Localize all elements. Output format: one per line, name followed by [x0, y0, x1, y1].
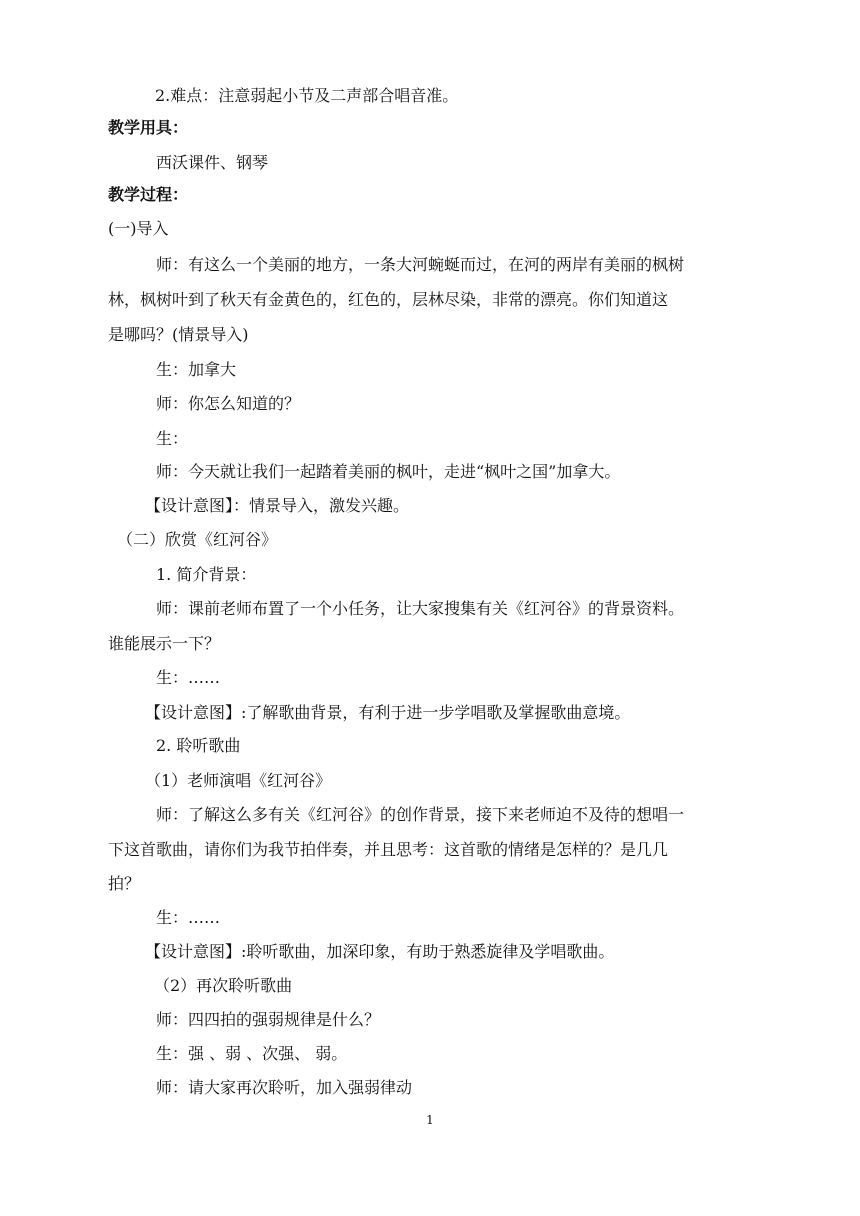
section-intro-heading: (一)导入: [108, 219, 169, 238]
teacher-intro-line: 师：今天就让我们一起踏着美丽的枫叶，走进“枫叶之国”加拿大。: [156, 462, 621, 481]
student-ellipsis-line-1: 生：……: [156, 668, 221, 687]
student-empty-line: 生：: [156, 429, 189, 448]
teacher-sings-heading: （1）老师演唱《红河谷》: [145, 771, 332, 790]
teaching-process-heading: 教学过程：: [108, 185, 189, 204]
song-paragraph-line-2: 下这首歌曲，请你们为我节拍伴奏，并且思考：这首歌的情绪是怎样的？是几几: [108, 840, 669, 859]
background-paragraph-line-2: 谁能展示一下？: [108, 634, 221, 653]
listen-again-heading: （2）再次聆听歌曲: [154, 976, 293, 995]
design-intent-line-1: 【设计意图】：情景导入，激发兴趣。: [145, 496, 410, 515]
teaching-tools-line: 西沃课件、钢琴: [156, 153, 269, 172]
intro-paragraph-line-2: 林，枫树叶到了秋天有金黄色的，红色的，层林尽染，非常的漂亮。你们知道这: [108, 290, 669, 309]
student-answer-canada: 生：加拿大: [156, 360, 237, 379]
design-intent-line-2: 【设计意图】:了解歌曲背景，有利于进一步学唱歌及掌握歌曲意境。: [145, 703, 631, 722]
background-intro-heading: 1. 简介背景：: [156, 565, 257, 584]
difficulty-line: 2.难点：注意弱起小节及二声部合唱音准。: [155, 86, 459, 105]
listen-song-heading: 2. 聆听歌曲: [156, 736, 241, 755]
intro-paragraph-line-1: 师：有这么一个美丽的地方，一条大河蜿蜒而过，在河的两岸有美丽的枫树: [156, 255, 685, 274]
section-appreciate-heading: （二）欣赏《红河谷》: [117, 530, 278, 549]
song-paragraph-line-3: 拍？: [108, 874, 141, 893]
teacher-question-line: 师：你怎么知道的？: [156, 394, 301, 413]
page-number: 1: [426, 1113, 434, 1127]
song-paragraph-line-1: 师：了解这么多有关《红河谷》的创作背景，接下来老师迫不及待的想唱一: [156, 805, 685, 824]
intro-paragraph-line-3: 是哪吗？(情景导入): [108, 325, 249, 344]
design-intent-line-3: 【设计意图】:聆听歌曲，加深印象，有助于熟悉旋律及学唱歌曲。: [145, 942, 615, 961]
student-rhythm-answer: 生：强 、弱 、次强、 弱。: [156, 1044, 348, 1063]
student-ellipsis-line-2: 生：……: [156, 908, 221, 927]
teacher-rhythm-instruction: 师：请大家再次聆听，加入强弱律动: [156, 1078, 413, 1097]
teaching-tools-heading: 教学用具：: [108, 118, 189, 137]
teacher-rhythm-question: 师：四四拍的强弱规律是什么？: [156, 1010, 381, 1029]
background-paragraph-line-1: 师：课前老师布置了一个小任务，让大家搜集有关《红河谷》的背景资料。: [156, 599, 685, 618]
